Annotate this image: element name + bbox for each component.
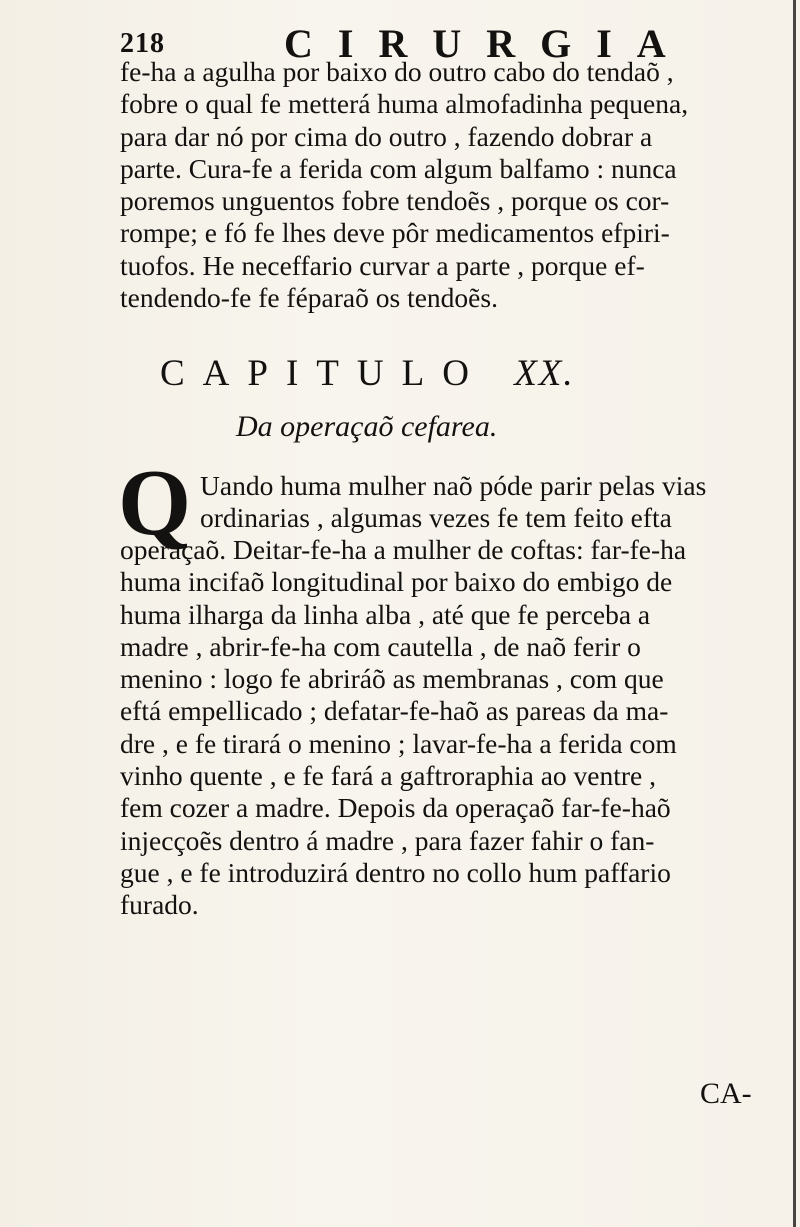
text-line: menino : logo fe abriráõ as membranas , com que	[120, 663, 664, 695]
text-line: injecçoẽs dentro á madre , para fazer fahir o fan-	[120, 824, 655, 856]
chapter-subtitle: Da operaçaõ cefarea.	[236, 410, 498, 443]
text-line: furado.	[120, 889, 199, 921]
page-edge-shadow	[793, 0, 796, 1227]
text-line: poremos unguentos fobre tendoẽs , porque os cor-	[120, 185, 670, 217]
paragraph-2	[120, 534, 770, 922]
paragraph-2-opening	[200, 470, 780, 535]
text-line: para dar nó por cima do outro , fazendo dobrar a	[120, 120, 653, 152]
text-line: tendendo-fe fe féparaõ os tendoẽs.	[120, 282, 498, 314]
text-line: tuofos. He neceffario curvar a parte , porque ef-	[120, 249, 645, 281]
text-line: fobre o qual fe metterá huma almofadinha pequena,	[120, 88, 689, 120]
paragraph-1	[120, 56, 770, 314]
text-line: fe-ha a agulha por baixo do outro cabo do tendaõ ,	[120, 56, 674, 87]
text-line: vinho quente , e fe fará a gaftroraphia ao ventre ,	[120, 760, 656, 792]
text-line: parte. Cura-fe a ferida com algum balfamo : nunca	[120, 152, 677, 184]
text-line: operaçaõ. Deitar-fe-ha a mulher de coftas: far-fe-ha	[120, 534, 687, 565]
text-line: madre , abrir-fe-ha com cautella , de naõ ferir o	[120, 630, 641, 662]
text-line: rompe; e fó fe lhes deve pôr medicamentos efpiri-	[120, 217, 670, 249]
text-line: fem cozer a madre. Depois da operaçaõ far-fe-haõ	[120, 792, 671, 824]
catchword: CA-	[700, 1077, 752, 1110]
text-line: gue , e fe introduzirá dentro no collo hum paffario	[120, 856, 671, 888]
text-line: dre , e fe tirará o menino ; lavar-fe-ha a ferida com	[120, 727, 677, 759]
text-line: ordinarias , algumas vezes fe tem feito efta	[200, 502, 672, 534]
drop-cap: Q	[118, 451, 192, 555]
running-head: CIRURGIA	[284, 21, 691, 66]
chapter-number: XX.	[514, 353, 575, 394]
page-number: 218	[120, 28, 165, 59]
chapter-heading	[160, 352, 575, 395]
text-line: huma ilharga da linha alba , até que fe perceba a	[120, 598, 651, 630]
text-line: eftá empellicado ; defatar-fe-haõ as pareas da ma-	[120, 695, 669, 727]
text-line: huma incifaõ longitudinal por baixo do embigo de	[120, 566, 673, 598]
text-line: Uando huma mulher naõ póde parir pelas vias	[200, 470, 707, 501]
chapter-label: CAPITULO	[160, 353, 487, 394]
